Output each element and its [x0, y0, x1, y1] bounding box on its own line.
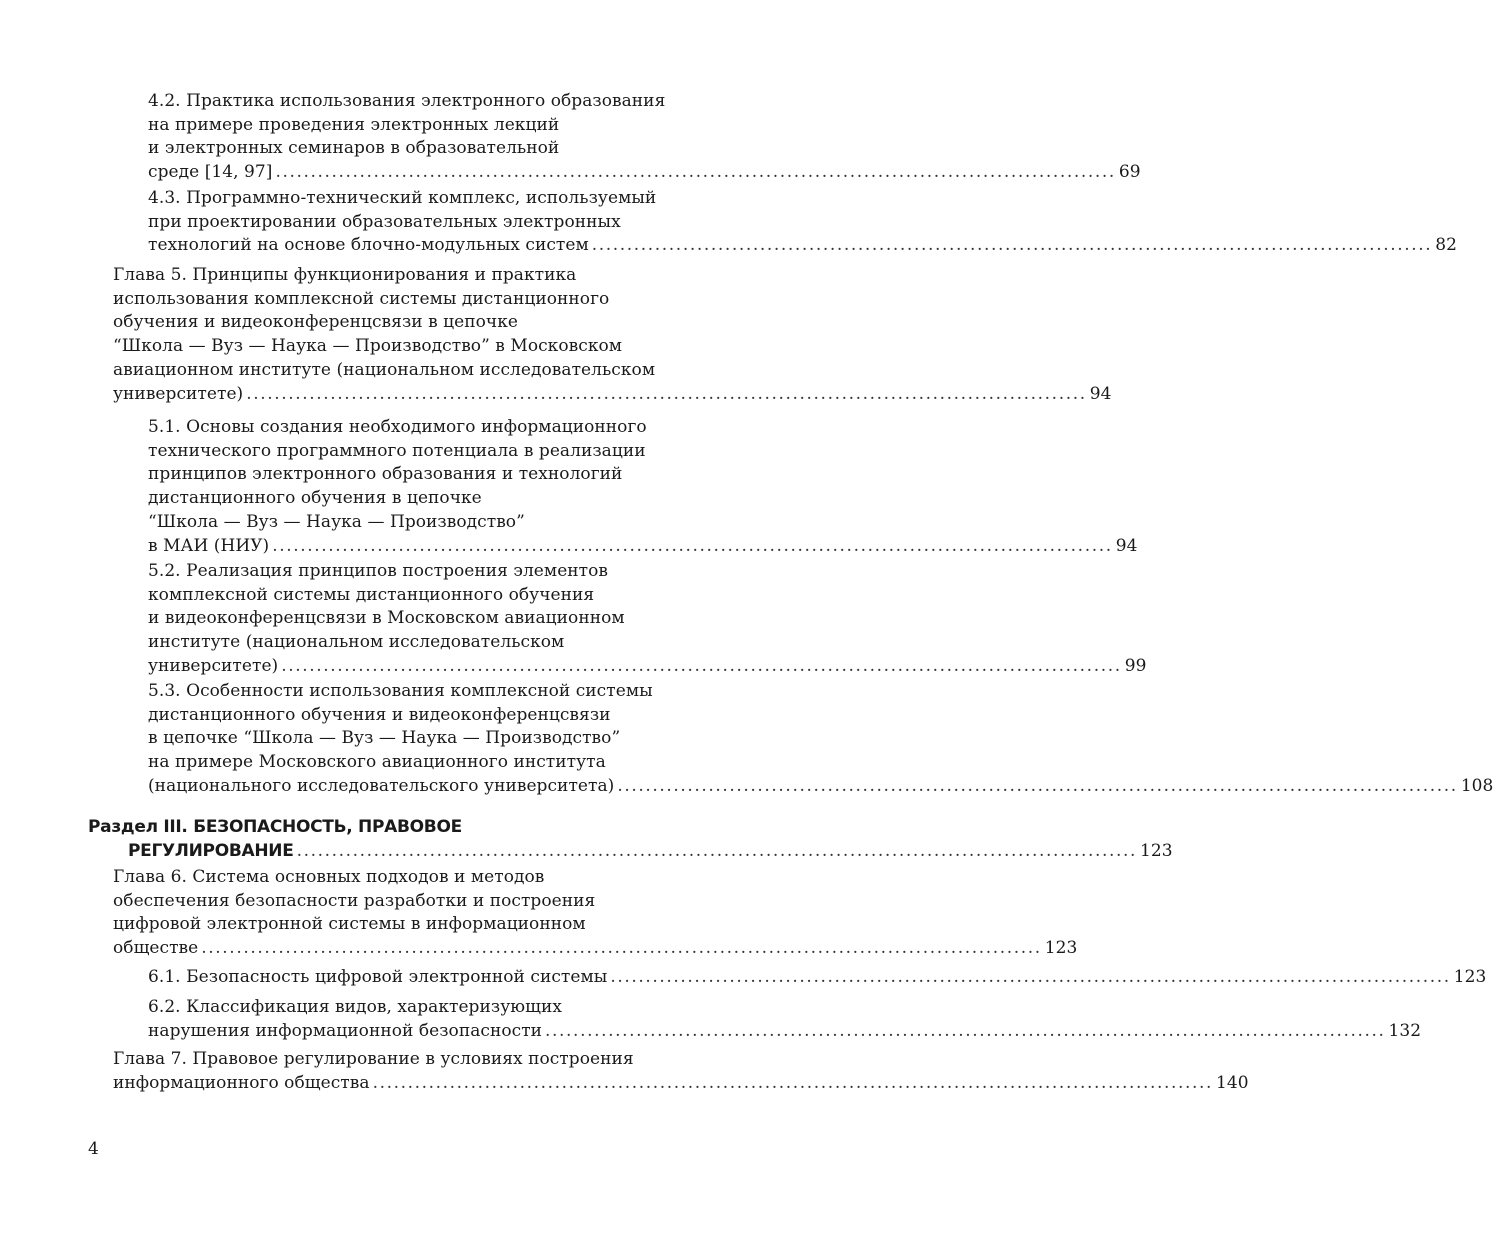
- toc-entry-line: 6.1. Безопасность цифровой электронной системы: [148, 967, 608, 987]
- toc-entry-line: нарушения информационной безопасности: [148, 1020, 543, 1041]
- section-title-line: РЕГУЛИРОВАНИЕ: [128, 841, 294, 861]
- toc-entry-line: Глава 5. Принципы функционирования и практика: [113, 265, 577, 285]
- toc-page-number: 123: [1044, 938, 1078, 959]
- toc-entry-line: обществе: [113, 938, 199, 959]
- toc-entry-line: принципов электронного образования и технологий: [148, 464, 623, 485]
- toc-entry-line: на примере проведения электронных лекций: [148, 114, 560, 135]
- toc-page-number: 123: [1140, 841, 1173, 861]
- toc-entry-4-3: [148, 187, 1457, 258]
- toc-entry-line: среде [14, 97]: [148, 162, 273, 183]
- dot-leader: ........................................................................................................................: [545, 1020, 1386, 1041]
- toc-entry-line: 6.2. Классификация видов, характеризующих: [148, 997, 562, 1017]
- toc-entry-line: технологий на основе блочно-модульных систем: [148, 235, 589, 256]
- toc-entry-line: “Школа — Вуз — Наука — Производство”: [148, 511, 525, 532]
- toc-entry-last-line: [113, 383, 1112, 407]
- dot-leader: ........................................................................................................................: [610, 967, 1451, 987]
- toc-page-number: 108: [1460, 775, 1493, 796]
- toc-entry-line: обучения и видеоконференцсвязи в цепочке: [113, 312, 519, 333]
- toc-entry-last-line: [113, 1072, 1249, 1096]
- section-title-last-line: [88, 839, 1173, 863]
- toc-page-number: 132: [1388, 1020, 1422, 1041]
- toc-page-number: 94: [1089, 383, 1112, 404]
- toc-entry-5-2: [148, 560, 1147, 679]
- toc-entry-line: использования комплексной системы дистанционного: [113, 288, 610, 309]
- toc-entry-line: цифровой электронной системы в информационном: [113, 914, 586, 935]
- toc-entry-line: 5.2. Реализация принципов построения элементов: [148, 561, 609, 581]
- section-title-line: Раздел III. БЕЗОПАСНОСТЬ, ПРАВОВОЕ: [88, 817, 462, 837]
- dot-leader: ........................................................................................................................: [246, 383, 1087, 404]
- page-number: 4: [88, 1139, 99, 1159]
- toc-entry-line: “Школа — Вуз — Наука — Производство” в Московском: [113, 336, 623, 357]
- toc-page-number: 99: [1124, 655, 1147, 676]
- toc-entry-last-line: [148, 161, 1141, 185]
- toc-entry-line: университете): [113, 383, 244, 404]
- toc-entry-line: при проектировании образовательных электронных: [148, 211, 621, 232]
- toc-page-number: 94: [1115, 535, 1138, 556]
- toc-entry-line: Глава 7. Правовое регулирование в условиях построения: [113, 1049, 634, 1069]
- toc-entry-line: университете): [148, 655, 279, 676]
- dot-leader: ........................................................................................................................: [591, 235, 1433, 256]
- toc-entry-line: технического программного потенциала в реализации: [148, 440, 646, 461]
- toc-entry-chapter-5: [113, 264, 1112, 406]
- toc-entry-line: дистанционного обучения в цепочке: [148, 488, 482, 509]
- toc-entry-line: 5.3. Особенности использования комплексной системы: [148, 681, 653, 701]
- toc-entry-5-3: [148, 680, 1493, 799]
- toc-entry-line: на примере Московского авиационного института: [148, 752, 606, 773]
- toc-entry-last-line: [148, 535, 1138, 559]
- toc-entry-6-1: [148, 966, 1487, 990]
- toc-entry-line: Глава 6. Система основных подходов и методов: [113, 867, 545, 887]
- toc-entry-line: (национального исследовательского университета): [148, 775, 615, 796]
- toc-entry-4-2: [148, 90, 1141, 185]
- toc-entry-line: дистанционного обучения и видеоконференцсвязи: [148, 704, 611, 725]
- dot-leader: ........................................................................................................................: [275, 162, 1116, 183]
- toc-entry-5-1: [148, 416, 1138, 558]
- toc-entry-line: 4.3. Программно-технический комплекс, используемый: [148, 188, 657, 208]
- toc-entry-line: 4.2. Практика использования электронного образования: [148, 91, 666, 111]
- toc-entry-chapter-6: [113, 866, 1078, 961]
- toc-entry-6-2: [148, 996, 1422, 1043]
- dot-leader: ........................................................................................................................: [272, 535, 1113, 556]
- toc-entry-last-line: [148, 775, 1493, 799]
- toc-entry-line: в МАИ (НИУ): [148, 535, 270, 556]
- toc-entry-last-line: [148, 1020, 1422, 1044]
- dot-leader: ........................................................................................................................: [201, 938, 1042, 959]
- dot-leader: ........................................................................................................................: [372, 1072, 1214, 1093]
- toc-entry-line: в цепочке “Школа — Вуз — Наука — Производство”: [148, 728, 621, 749]
- toc-entry-line: и электронных семинаров в образовательной: [148, 138, 560, 159]
- dot-leader: ........................................................................................................................: [281, 655, 1122, 676]
- toc-entry-last-line: [148, 234, 1457, 258]
- toc-page-number: 69: [1118, 162, 1141, 183]
- toc-entry-line: комплексной системы дистанционного обучения: [148, 584, 595, 605]
- toc-entry-line: обеспечения безопасности разработки и построения: [113, 890, 596, 911]
- dot-leader: ........................................................................................................................: [296, 841, 1138, 861]
- toc-page-number: 140: [1216, 1072, 1249, 1093]
- toc-entry-chapter-7: [113, 1048, 1249, 1095]
- toc-section-3: [88, 815, 1173, 863]
- toc-page-number: 123: [1453, 967, 1487, 987]
- toc-entry-line: и видеоконференцсвязи в Московском авиационном: [148, 608, 625, 629]
- toc-entry-last-line: [113, 937, 1078, 961]
- toc-entry-line: институте (национальном исследовательском: [148, 632, 565, 653]
- toc-entry-line: 5.1. Основы создания необходимого информационного: [148, 417, 647, 437]
- toc-entry-last-line: [148, 655, 1147, 679]
- toc-entry-line: информационного общества: [113, 1072, 370, 1093]
- dot-leader: ........................................................................................................................: [617, 775, 1458, 796]
- toc-entry-last-line: [148, 966, 1487, 990]
- toc-page-number: 82: [1435, 235, 1457, 256]
- toc-entry-line: авиационном институте (национальном исследовательском: [113, 359, 656, 380]
